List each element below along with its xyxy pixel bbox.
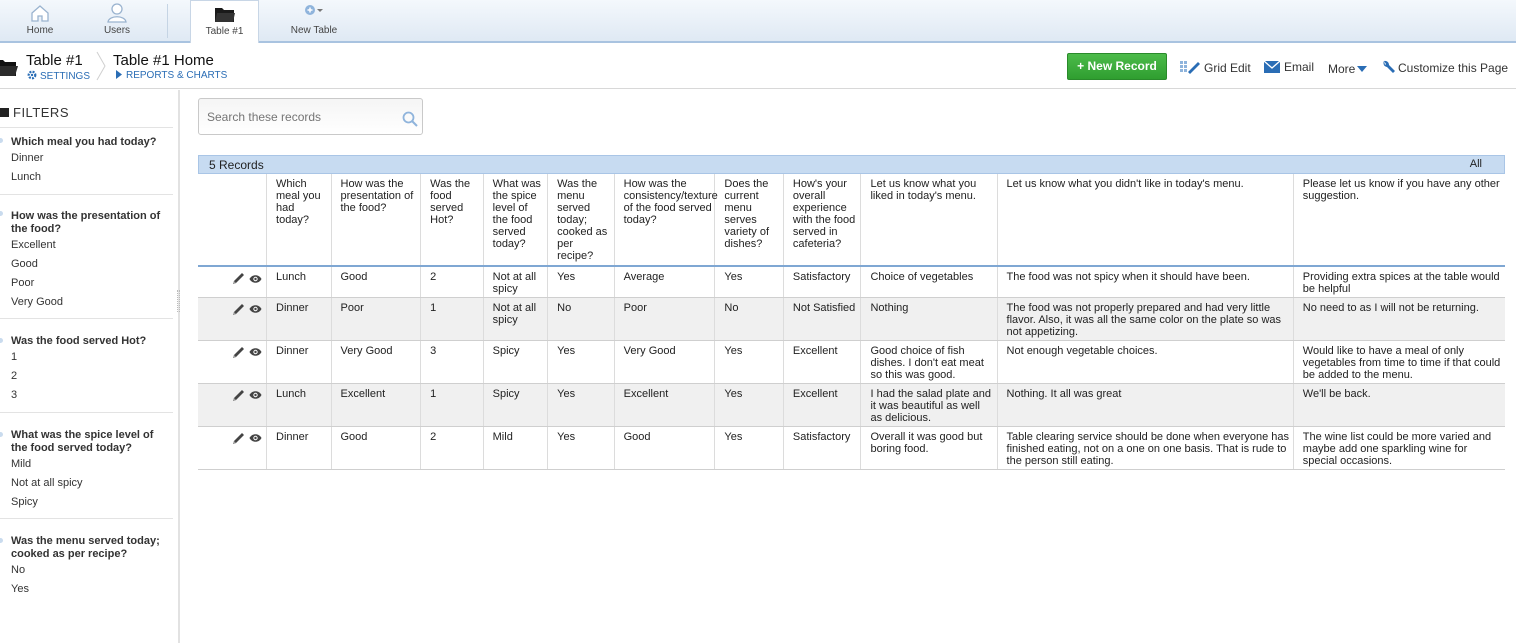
settings-link[interactable] (27, 70, 90, 82)
bullet-icon (0, 432, 3, 437)
filter-group-spice (0, 412, 173, 512)
nav-new-table[interactable] (287, 0, 341, 43)
row-actions (198, 426, 267, 469)
nav-table-tab[interactable] (190, 0, 259, 43)
table-cell: Table clearing service should be done when everyone has finished eating, not on a one on one basis. That is rude to the person still eating. (997, 426, 1293, 469)
email-button[interactable] (1264, 60, 1314, 74)
row-actions (198, 340, 267, 383)
wrench-icon (1382, 60, 1395, 74)
table-cell: 1 (421, 297, 483, 340)
play-icon (115, 70, 123, 79)
table-cell: Satisfactory (783, 426, 861, 469)
bullet-icon (0, 538, 3, 543)
column-header[interactable]: What was the spice level of the food served today? (483, 174, 547, 266)
table-cell: No (548, 297, 615, 340)
search-input[interactable] (207, 108, 397, 126)
customize-label: Customize this Page (1398, 61, 1509, 75)
filter-option[interactable]: Yes (11, 583, 29, 595)
table-cell: The food was not spicy when it should have been. (997, 266, 1293, 297)
records-table (198, 174, 1505, 470)
show-all-link[interactable]: All (1469, 158, 1482, 170)
table-row[interactable] (198, 266, 1505, 297)
filter-option[interactable]: Poor (11, 277, 35, 289)
filters-label: FILTERS (13, 105, 69, 120)
grid-edit-label: Grid Edit (1204, 61, 1251, 75)
filter-option[interactable]: Mild (11, 458, 32, 470)
nav-users[interactable] (95, 0, 139, 43)
filter-option[interactable]: 1 (11, 351, 18, 363)
table-cell: 2 (421, 266, 483, 297)
home-icon (29, 3, 51, 23)
search-icon[interactable] (402, 111, 418, 127)
table-row[interactable] (198, 426, 1505, 469)
table-folder-icon (0, 58, 18, 77)
collapse-icon (0, 108, 9, 117)
bullet-icon (0, 338, 3, 343)
table-header-row (198, 174, 1505, 266)
filter-question: How was the presentation of the food? (11, 210, 161, 235)
table-cell: Yes (548, 340, 615, 383)
settings-label: SETTINGS (40, 71, 91, 82)
column-header[interactable]: Which meal you had today? (267, 174, 331, 266)
table-cell: Yes (548, 426, 615, 469)
table-cell: Excellent (331, 383, 421, 426)
add-dropdown-icon (303, 3, 325, 23)
filter-group-hot (0, 318, 173, 405)
table-cell: Excellent (614, 383, 715, 426)
new-record-button[interactable]: + New Record (1067, 53, 1167, 80)
column-header[interactable]: Let us know what you liked in today's menu. (861, 174, 997, 266)
edit-icon[interactable] (232, 272, 245, 285)
nav-new-table-label: New Table (290, 25, 338, 36)
filter-option[interactable]: Lunch (11, 171, 41, 183)
table-cell: Good (331, 266, 421, 297)
table-cell: Not at all spicy (483, 266, 547, 297)
table-cell: 2 (421, 426, 483, 469)
reports-label: REPORTS & CHARTS (126, 70, 228, 81)
email-icon (1264, 61, 1280, 73)
view-icon[interactable] (249, 433, 262, 443)
records-bar (198, 155, 1505, 174)
table-cell: Would like to have a meal of only vegetables from time to time if that could be added to the menu. (1293, 340, 1505, 383)
filter-question: What was the spice level of the food served today? (11, 429, 154, 454)
column-header-actions (198, 174, 267, 266)
table-cell: Lunch (267, 266, 331, 297)
table-cell: Lunch (267, 383, 331, 426)
more-label: More (1328, 62, 1356, 76)
filter-group-presentation (0, 194, 173, 312)
table-cell: Satisfactory (783, 266, 861, 297)
column-header[interactable]: How's your overall experience with the food served in cafeteria? (783, 174, 861, 266)
table-name: Table #1 (26, 52, 83, 69)
table-cell: Very Good (614, 340, 715, 383)
filter-group-meal (0, 127, 173, 187)
table-cell: Excellent (783, 340, 861, 383)
filter-question: Was the food served Hot? (11, 335, 147, 347)
search-box (198, 98, 423, 135)
table-cell: No need to as I will not be returning. (1293, 297, 1505, 340)
nav-divider (167, 4, 168, 38)
table-cell: Choice of vegetables (861, 266, 997, 297)
nav-home-label: Home (26, 25, 54, 36)
table-cell: Excellent (783, 383, 861, 426)
filter-question: Was the menu served today; cooked as per recipe? (11, 535, 160, 560)
table-cell: Very Good (331, 340, 421, 383)
view-icon[interactable] (249, 304, 262, 314)
filter-option[interactable]: Not at all spicy (11, 477, 83, 489)
view-icon[interactable] (249, 274, 262, 284)
table-cell: Dinner (267, 340, 331, 383)
filters-heading[interactable] (0, 105, 69, 120)
table-cell: Spicy (483, 340, 547, 383)
table-row[interactable] (198, 383, 1505, 426)
sidebar-resize-handle[interactable] (177, 290, 180, 312)
more-menu[interactable] (1328, 62, 1371, 76)
table-cell: I had the salad plate and it was beautiful as well as delicious. (861, 383, 997, 426)
table-cell: 1 (421, 383, 483, 426)
table-cell: Overall it was good but boring food. (861, 426, 997, 469)
gear-icon (27, 70, 37, 80)
table-cell: Not enough vegetable choices. (997, 340, 1293, 383)
filter-option[interactable]: Dinner (11, 152, 44, 164)
filter-option[interactable]: Good (11, 258, 38, 270)
bullet-icon (0, 211, 3, 216)
column-header[interactable]: How was the consistency/texture of the food served today? (614, 174, 715, 266)
table-cell: Dinner (267, 426, 331, 469)
customize-page-button[interactable] (1382, 60, 1508, 75)
reports-charts-link[interactable] (115, 70, 227, 81)
chevron-down-icon (1357, 66, 1367, 73)
edit-icon[interactable] (232, 346, 245, 359)
row-actions (198, 383, 267, 426)
table-cell: Good choice of fish dishes. I don't eat meat so this was good. (861, 340, 997, 383)
table-cell: Not Satisfied (783, 297, 861, 340)
table-cell: Spicy (483, 383, 547, 426)
filter-group-recipe (0, 518, 173, 599)
filter-option[interactable]: Very Good (11, 296, 63, 308)
grid-edit-button[interactable] (1180, 60, 1251, 75)
filter-option[interactable]: 3 (11, 389, 18, 401)
table-cell: Nothing. It all was great (997, 383, 1293, 426)
table-row[interactable] (198, 297, 1505, 340)
table-cell: Yes (548, 383, 615, 426)
records-count: 5 Records (209, 158, 264, 172)
table-cell: No (715, 297, 784, 340)
edit-icon[interactable] (232, 389, 245, 402)
user-icon (106, 3, 128, 23)
column-header[interactable]: Let us know what you didn't like in today's menu. (997, 174, 1293, 266)
column-header[interactable]: Was the food served Hot? (421, 174, 483, 266)
edit-icon[interactable] (232, 432, 245, 445)
nav-table-label: Table #1 (205, 26, 244, 37)
table-cell: Yes (715, 340, 784, 383)
email-label: Email (1284, 60, 1315, 74)
top-nav-bar (0, 0, 1516, 43)
column-header[interactable]: Was the menu served today; cooked as per recipe? (548, 174, 615, 266)
filter-option[interactable]: Spicy (11, 496, 38, 508)
table-cell: Dinner (267, 297, 331, 340)
filter-option[interactable]: Excellent (11, 239, 56, 251)
table-cell: The food was not properly prepared and had very little flavor. Also, it was all the same color on the plate so was not appetizing. (997, 297, 1293, 340)
table-cell: Nothing (861, 297, 997, 340)
filter-question: Which meal you had today? (11, 136, 157, 148)
table-cell: Average (614, 266, 715, 297)
table-cell: The wine list could be more varied and maybe add one sparkling wine for special occasions. (1293, 426, 1505, 469)
column-header[interactable]: How was the presentation of the food? (331, 174, 421, 266)
table-cell: Yes (715, 426, 784, 469)
filter-option[interactable]: 2 (11, 370, 18, 382)
table-cell: 3 (421, 340, 483, 383)
edit-icon[interactable] (232, 303, 245, 316)
table-cell: Yes (548, 266, 615, 297)
column-header[interactable]: Please let us know if you have any other suggestion. (1293, 174, 1505, 266)
row-actions (198, 297, 267, 340)
breadcrumb-separator-icon (95, 51, 107, 81)
grid-edit-icon (1180, 60, 1200, 74)
table-cell: Poor (614, 297, 715, 340)
table-cell: Providing extra spices at the table would be helpful (1293, 266, 1505, 297)
table-row[interactable] (198, 340, 1505, 383)
nav-users-label: Users (103, 25, 131, 36)
column-header[interactable]: Does the current menu serves variety of dishes? (715, 174, 784, 266)
page-title: Table #1 Home (113, 52, 214, 69)
table-cell: Mild (483, 426, 547, 469)
folder-icon (214, 4, 236, 24)
row-actions (198, 266, 267, 297)
table-cell: Yes (715, 266, 784, 297)
table-cell: Good (614, 426, 715, 469)
view-icon[interactable] (249, 347, 262, 357)
table-cell: We'll be back. (1293, 383, 1505, 426)
view-icon[interactable] (249, 390, 262, 400)
table-cell: Not at all spicy (483, 297, 547, 340)
nav-home[interactable] (18, 0, 62, 43)
table-cell: Good (331, 426, 421, 469)
filter-option[interactable]: No (11, 564, 26, 576)
table-cell: Poor (331, 297, 421, 340)
bullet-icon (0, 138, 3, 143)
table-cell: Yes (715, 383, 784, 426)
